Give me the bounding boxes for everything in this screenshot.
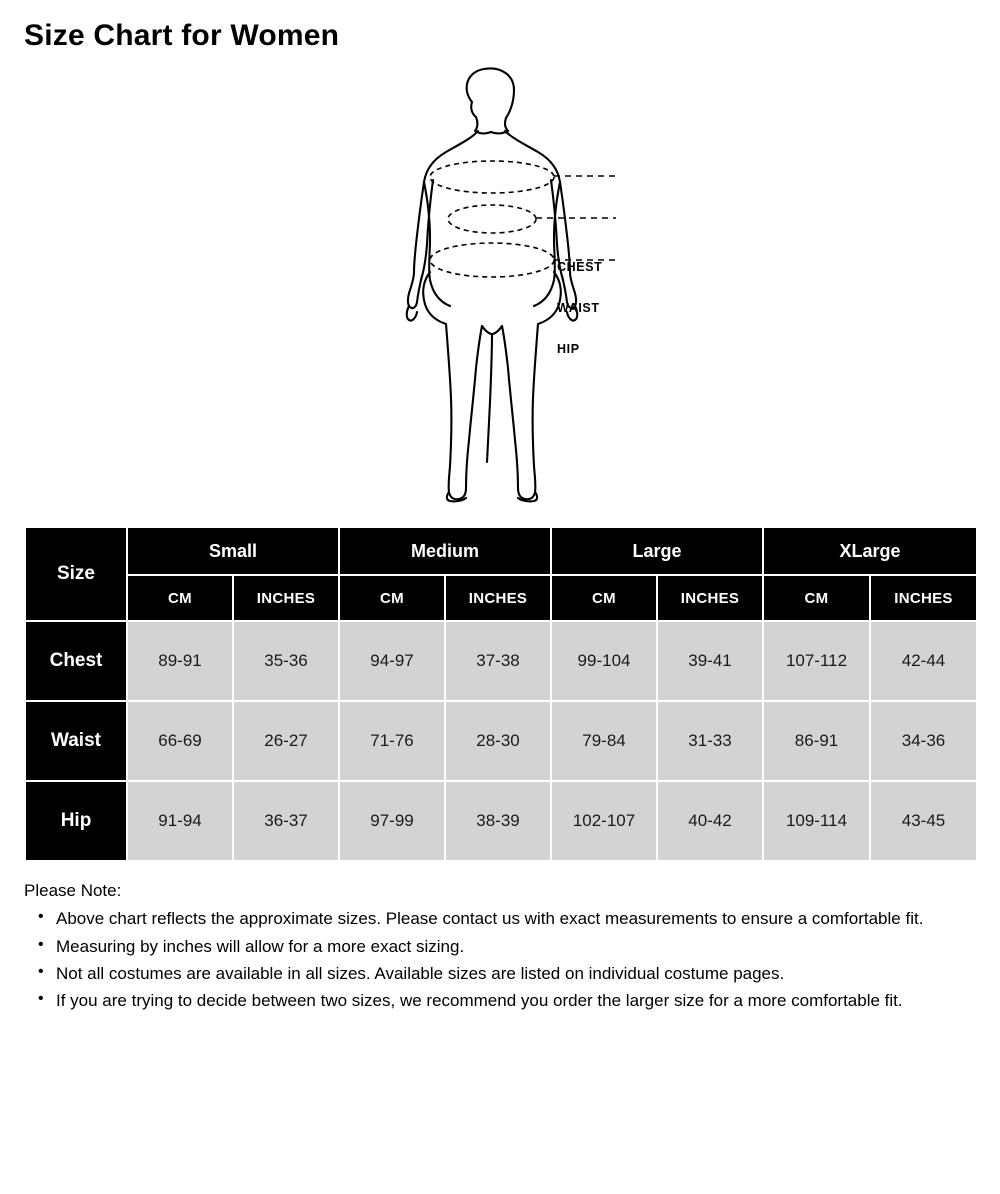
cell-hip-large-cm: 102-107	[551, 781, 657, 861]
cell-chest-large-inches: 39-41	[657, 621, 763, 701]
cell-hip-small-inches: 36-37	[233, 781, 339, 861]
notes-section	[24, 878, 976, 1015]
cell-waist-medium-cm: 71-76	[339, 701, 445, 781]
table-header-groups	[25, 527, 977, 575]
cell-waist-large-cm: 79-84	[551, 701, 657, 781]
cell-chest-large-cm: 99-104	[551, 621, 657, 701]
cell-waist-medium-inches: 28-30	[445, 701, 551, 781]
group-header-large: Large	[551, 527, 763, 575]
cell-hip-medium-inches: 38-39	[445, 781, 551, 861]
table-row	[25, 701, 977, 781]
cell-hip-small-cm: 91-94	[127, 781, 233, 861]
hip-ellipse	[430, 243, 554, 277]
group-header-medium: Medium	[339, 527, 551, 575]
cell-chest-small-inches: 35-36	[233, 621, 339, 701]
hip-label: HIP	[557, 342, 580, 356]
chest-label: CHEST	[557, 260, 603, 274]
unit-header-small-cm: CM	[127, 575, 233, 621]
body-measurement-figure	[24, 62, 976, 524]
table-row	[25, 621, 977, 701]
unit-header-medium-cm: CM	[339, 575, 445, 621]
chest-ellipse	[430, 161, 554, 193]
cell-chest-medium-cm: 94-97	[339, 621, 445, 701]
cell-hip-large-inches: 40-42	[657, 781, 763, 861]
unit-header-large-inches: INCHES	[657, 575, 763, 621]
row-label-hip: Hip	[25, 781, 127, 861]
cell-chest-xlarge-inches: 42-44	[870, 621, 977, 701]
cell-chest-medium-inches: 37-38	[445, 621, 551, 701]
group-header-xlarge: XLarge	[763, 527, 977, 575]
female-body-silhouette-icon	[354, 62, 694, 512]
waist-ellipse	[448, 205, 536, 233]
row-label-chest: Chest	[25, 621, 127, 701]
table-corner-size-label: Size	[25, 527, 127, 621]
list-item: • Measuring by inches will allow for a more exact sizing.	[38, 934, 976, 960]
cell-waist-xlarge-cm: 86-91	[763, 701, 870, 781]
unit-header-large-cm: CM	[551, 575, 657, 621]
cell-hip-xlarge-cm: 109-114	[763, 781, 870, 861]
notes-heading: Please Note:	[24, 881, 122, 900]
list-item: • If you are trying to decide between two sizes, we recommend you order the larger size for a more comfortable fit.	[38, 988, 976, 1014]
cell-waist-small-cm: 66-69	[127, 701, 233, 781]
cell-waist-large-inches: 31-33	[657, 701, 763, 781]
group-header-small: Small	[127, 527, 339, 575]
size-chart-table	[24, 526, 978, 862]
table-header-units	[25, 575, 977, 621]
cell-hip-xlarge-inches: 43-45	[870, 781, 977, 861]
unit-header-small-inches: INCHES	[233, 575, 339, 621]
page-title: Size Chart for Women	[24, 19, 340, 52]
cell-chest-xlarge-cm: 107-112	[763, 621, 870, 701]
cell-chest-small-cm: 89-91	[127, 621, 233, 701]
cell-waist-xlarge-inches: 34-36	[870, 701, 977, 781]
table-row	[25, 781, 977, 861]
row-label-waist: Waist	[25, 701, 127, 781]
unit-header-xlarge-inches: INCHES	[870, 575, 977, 621]
notes-list	[24, 906, 976, 1014]
unit-header-medium-inches: INCHES	[445, 575, 551, 621]
cell-hip-medium-cm: 97-99	[339, 781, 445, 861]
list-item: • Above chart reflects the approximate sizes. Please contact us with exact measurements to ensure a comfortable fit.	[38, 906, 976, 932]
list-item: • Not all costumes are available in all sizes. Available sizes are listed on individual costume pages.	[38, 961, 976, 987]
unit-header-xlarge-cm: CM	[763, 575, 870, 621]
waist-label: WAIST	[557, 301, 600, 315]
cell-waist-small-inches: 26-27	[233, 701, 339, 781]
